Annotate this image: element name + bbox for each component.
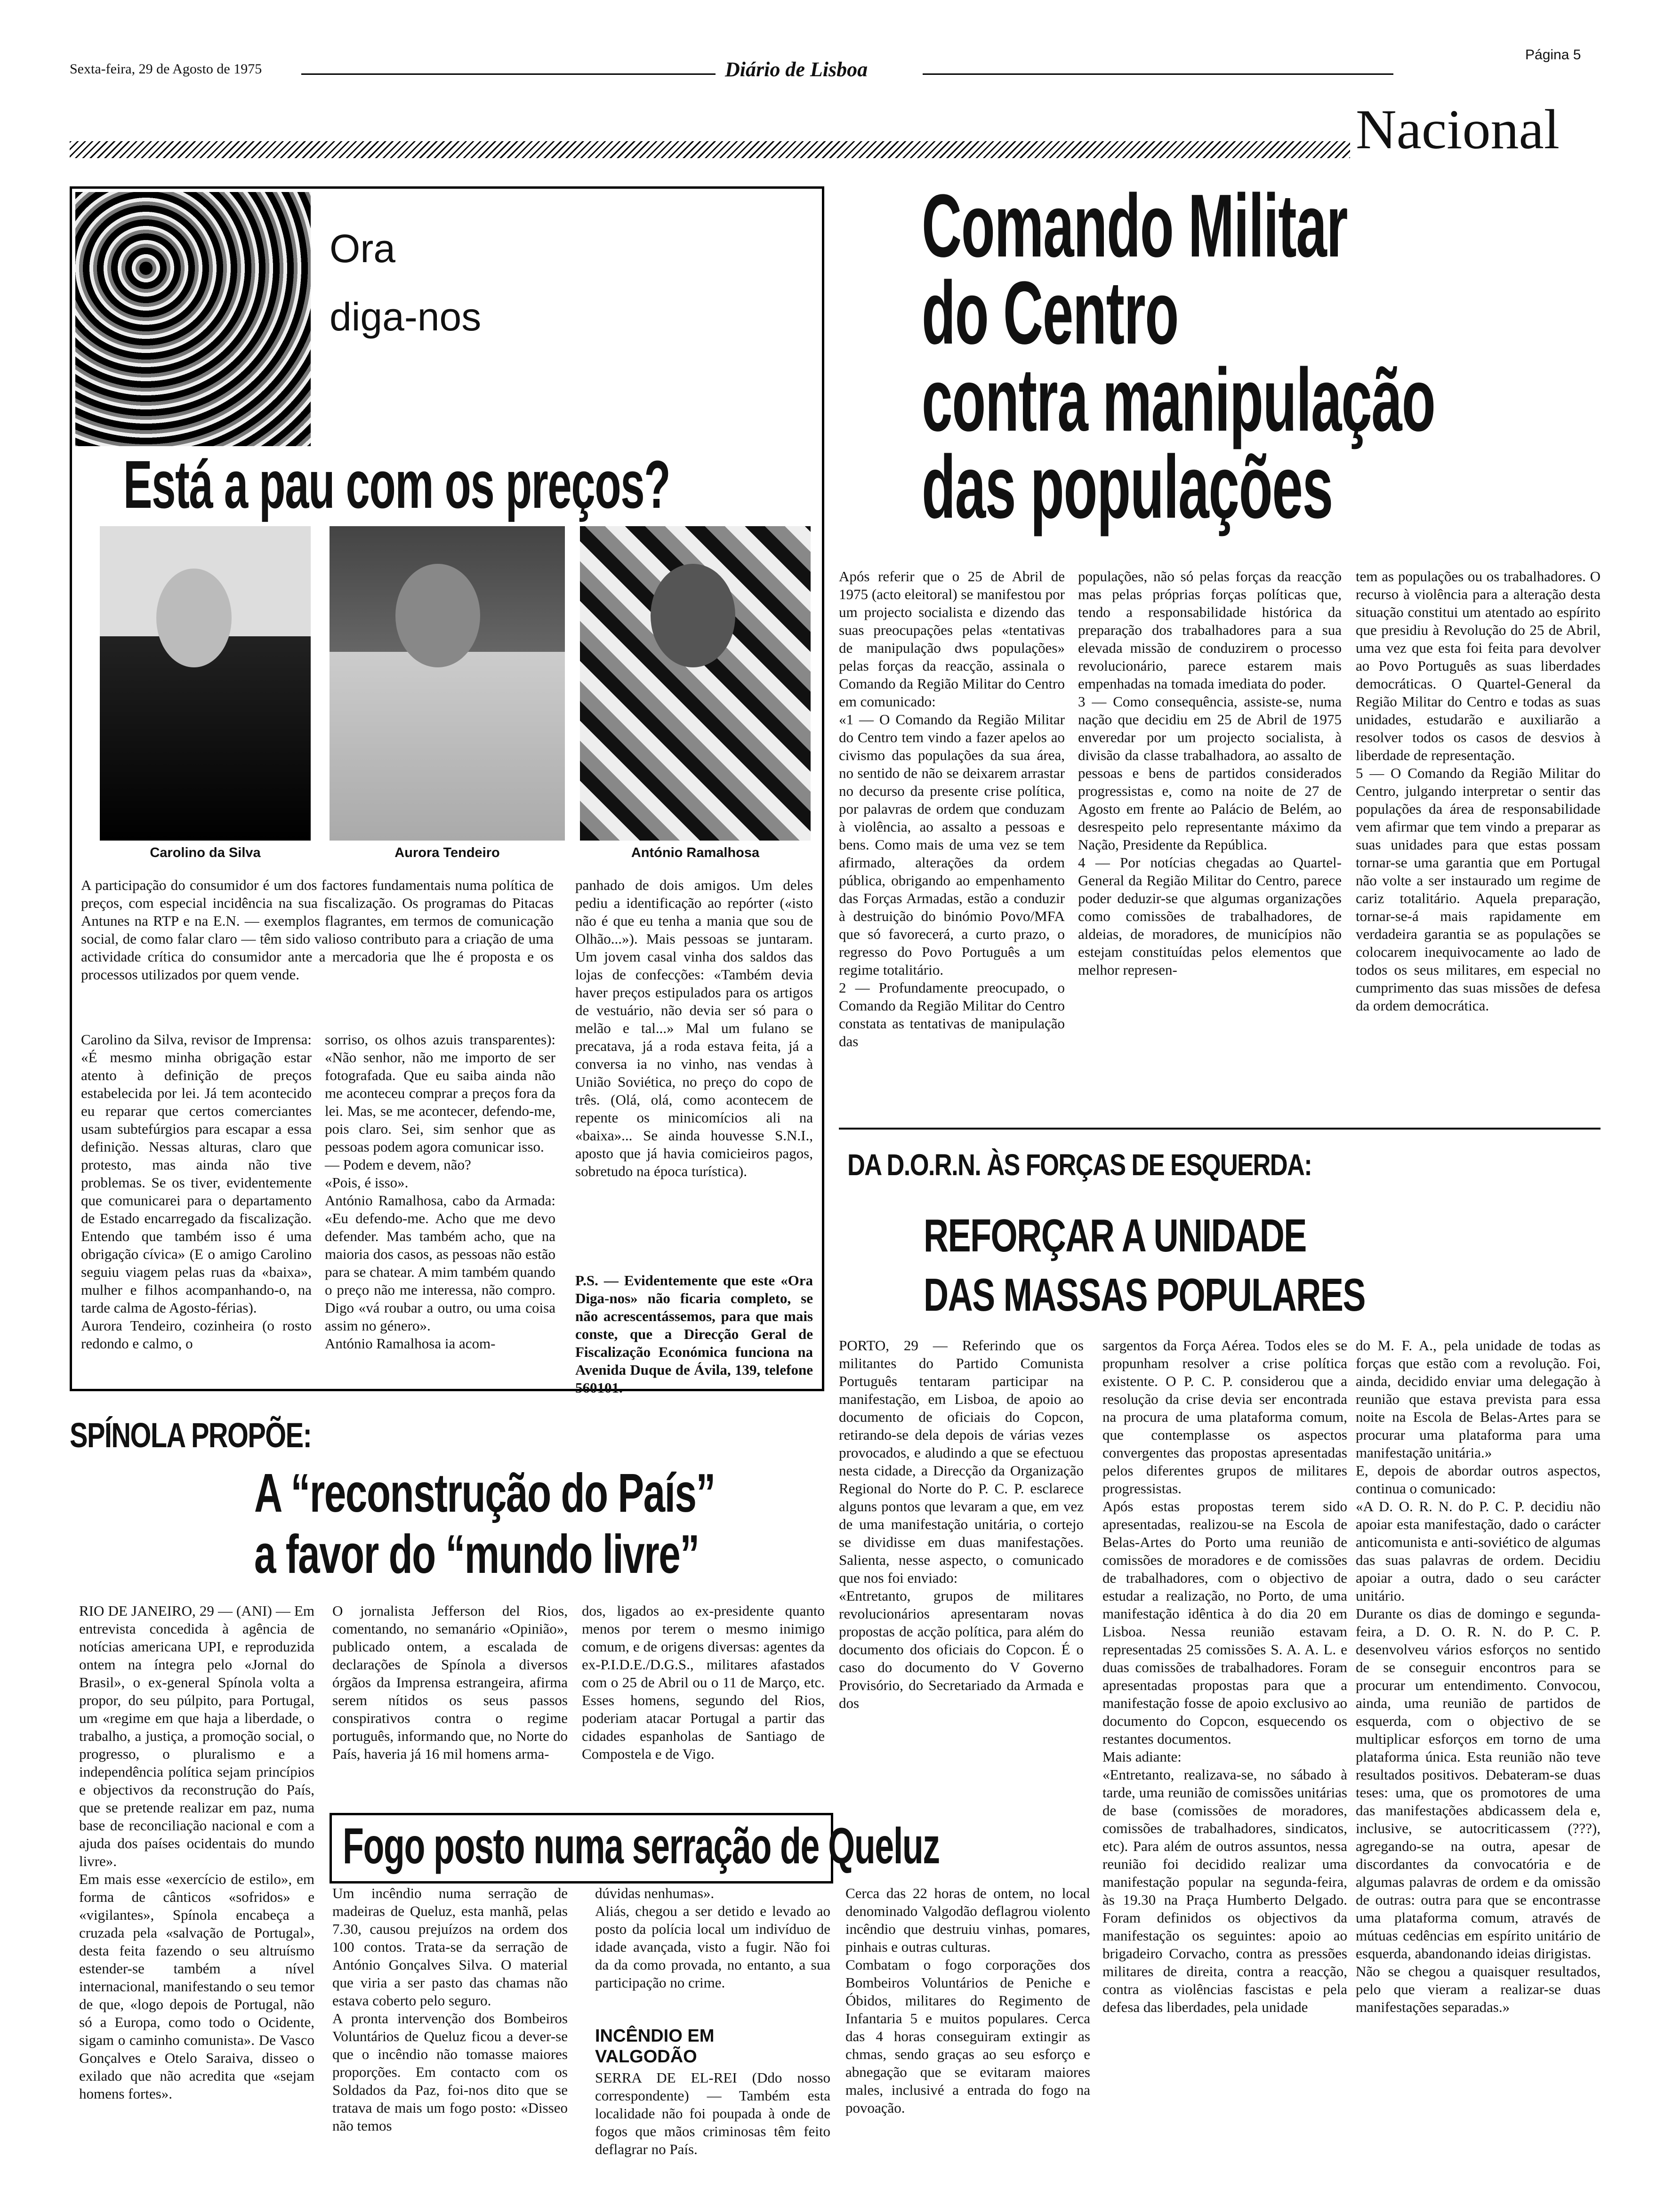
spinola-col2: O jornalista Jefferson del Rios, comentando, no semanário «Opinião», publicado ontem, a escalada de declarações de Spínola a diversos órgãos da Imprensa estrangeira, afirma serem nítidos os seus passos conspirativos contra o regime português, informando que, no Norte do País, haveria já 16 mil homens arma- (332, 1603, 568, 1762)
comando-headline-1: Comando Militar (922, 176, 1348, 276)
caption-antonio: António Ramalhosa (631, 845, 760, 860)
ora-ps: P.S. — Evidentemente que este «Ora Diga-nos» não ficaria completo, se não acrescentássemos, para que mais conste, que a Direcção Geral de Fiscalização Económica funciona na Avenida Duque de Ávila, 139, telefone 560101. (575, 1272, 813, 1396)
dorn-col2: sargentos da Força Aérea. Todos eles se propunham resolver a crise política existente. O P. C. P. considerou que a resolução da crise devia ser encontrada na procura de uma plataforma comum, que contemplasse os aspectos convergentes das propostas apresentadas pelos diferentes grupos de militares progressistas. Após estas propostas terem sido apresentadas, realizou-se na Escola de Belas-Artes do Porto uma reunião de comissões de moradores e de comissões de trabalhadores, com o objectivo de estudar a realização, no Porto, de uma manifestação idêntica à do dia 20 em Lisboa. Nessa reunião estavam representadas 25 comissões S. A. A. L. e duas comissões de trabalhadores. Foram apresentadas propostas para que a manifestação fosse de apoio exclusivo ao documento do Copcon, esquecendo os restantes documentos. Mais adiante: «Entretanto, realizava-se, no sábado à tarde, uma reunião de comissões unitárias de base (comissões de moradores, comissões de trabalhadores, sindicatos, etc). Para além de outros assuntos, nessa reunião foi decidido realizar uma manifestação popular na segunda-feira, às 19.30 na Praça Humberto Delgado. Foram definidos os objectivos da manifestação os seguintes: apoio ao brigadeiro Corvacho, contra as pressões militares de direita, contra a reacção, contra as violências fascistas e pela defesa das liberdades, pela unidade (1102, 1337, 1347, 2015)
header-rule-left (301, 73, 716, 75)
comando-col1: Após referir que o 25 de Abril de 1975 (acto eleitoral) se manifestou por um projecto socialista e dizendo das suas preocupações pelas «tentativas de manipulação dws populações» pelas forças da reacção, assinala o Comando da Região Militar do Centro em comunicado: «1 — O Comando da Região Militar do Centro tem vindo a fazer apelos ao civismo das populações da sua área, no sentido de não se deixarem arrastar no decurso da presente crise política, por palavras de ordem que conduzam à violência, ao assalto a pessoas e bens. Como mais de uma vez se tem afirmado, alterações da ordem pública, obrigando ao empenhamento das Forças Armadas, estão a conduzir à destruição do binómio Povo/MFA que só favorecerá, a curto prazo, o regresso do Povo Português a um regime totalitário. 2 — Profundamente preocupado, o Comando da Região Militar do Centro constata as tentativas de manipulação das (839, 568, 1065, 1050)
spinola-headline-2: a favor do “mundo livre” (254, 1523, 699, 1585)
spinola-col1: RIO DE JANEIRO, 29 — (ANI) — Em entrevista concedida à agência de notícias americana UPI, e reproduzida ontem na íntegra pelo «Jornal do Brasil», o ex-general Spínola volta a propor, do seu púlpito, para Portugal, um «regime em que haja a liberdade, o trabalho, a justiça, a promoção social, o progresso, o pluralismo e a independência política sejam princípios e objectivos da reconstrução do País, que se pretende realizar em paz, numa base de reconciliação nacional e com a ajuda dos países ocidentais do mundo livre». Em mais esse «exercício de estilo», em forma de cânticos «sofridos» e «vigilantes», Spínola encabeça a cruzada pela «salvação de Portugal», desta feita fazendo o seu altruísmo estender-se também a nível internacional, manifestando o seu temor de que, «logo depois de Portugal, não só a Europa, como todo o Ocidente, sigam o caminho comunista». De Vasco Gonçalves e Otelo Saraiva, disseo o exilado que não acredita que «sejam homens fortes». (79, 1603, 314, 2102)
spinola-kicker: SPÍNOLA PROPÕE: (70, 1416, 312, 1455)
ora-col1: Carolino da Silva, revisor de Imprensa: «É mesmo minha obrigação estar atento à definição de preços estabelecida por lei. Já tem acontecido eu reparar que certos comerciantes usam subtefúrgios para escapar a essa definição. Nessas alturas, claro que protesto, mas ainda não tive problemas. Se os tiver, evidentemente que comunicarei para o departamento de Estado encarregado da fiscalização. Entendo que também isso é uma obrigação cívica» (E o amigo Carolino seguiu viagem pelas ruas da «baixa», mulher e filhos acompanhando-o, na tarde calma de Agosto-férias). Aurora Tendeiro, cozinheira (o rosto redondo e calmo, o (81, 1031, 312, 1352)
ora-col3: panhado de dois amigos. Um deles pediu a identificação ao repórter («isto não é que eu tenha a mania que sou de Olhão...»). Mais pessoas se juntaram. Um jovem casal vinha dos saldos das lojas de confecções: «Também devia haver preços estipulados para os artigos de vestuário, não devia ser só para o melão e tal...» Mal um fulano se precatava, já a roda estava feita, já a conversa ia no vinho, nas vendas à União Soviética, no preço do copo de três. (Olá, olá, como acontecem de repente os minicomícios ali na «baixa»... Se ainda houvesse S.N.I., aposto que já havia comicieiros pagos, sobretudo na época turística). (575, 877, 813, 1179)
ora-kicker-line2: diga-nos (330, 295, 482, 339)
caption-aurora: Aurora Tendeiro (394, 845, 500, 860)
fogo-subhead: INCÊNDIO EM VALGODÃO (595, 2026, 715, 2067)
dorn-headline-1: REFORÇAR A UNIDADE (924, 1210, 1306, 1261)
photo-antonio (580, 526, 811, 841)
ora-kicker-line1: Ora (330, 226, 396, 271)
spinola-col3: dos, ligados ao ex-presidente quanto menos por terem o mesmo inimigo comum, e de origens diversas: agentes da ex-P.I.D.E./D.G.S., militares afastados com o 25 de Abril ou o 11 de Março, etc. Esses homens, segundo del Rios, poderiam atacar Portugal a partir das cidades espanholas de Santiago de Compostela e de Vigo. (582, 1603, 825, 1762)
dorn-headline-2: DAS MASSAS POPULARES (924, 1269, 1365, 1321)
photo-carolino (100, 526, 311, 841)
masthead: Diário de Lisboa (725, 58, 868, 81)
comando-rule (839, 1128, 1601, 1130)
page-number: Página 5 (1525, 47, 1581, 63)
comando-col3: tem as populações ou os trabalhadores. O recurso à violência para a alteração desta situação constitui um atentado ao espírito que presidiu à Revolução do 25 de Abril, uma vez que esta foi feita para devolver ao Povo Português as suas liberdades democráticas. O Quartel-General da Região Militar do Centro e todas as suas unidades, estudarão e auxiliarão a resolver todos os casos de desvios à liberdade de representação. 5 — O Comando da Região Militar do Centro, julgando interpretar o sentir das populações da área de responsabilidade vem afirmar que tem vindo a preparar as suas unidades para que estas possam tornar-se uma garantia que em Portugal não volte a ser instaurado um regime de cariz totalitário. Aquela preparação, tornar-se-á mais rapidamente em verdadeira garantia se as populações se colocarem inequivocamente ao lado de todos os seus militares, em especial no cumprimento das suas missões de defesa da ordem democrática. (1356, 568, 1601, 1014)
fogo-col2b: SERRA DE EL-REI (Ddo nosso correspondente) — Também esta localidade não foi poupada à onde de fogos que mãos criminosas têm feito deflagrar no País. (595, 2069, 830, 2157)
header-rule-right (923, 73, 1393, 75)
dorn-kicker: DA D.O.R.N. ÀS FORÇAS DE ESQUERDA: (847, 1148, 1312, 1182)
spinola-headline-1: A “reconstrução do País” (254, 1462, 715, 1523)
comando-headline-3: contra manipulação (922, 350, 1435, 450)
section-title: Nacional (1356, 98, 1560, 160)
ora-headline: Está a pau com os preços? (123, 447, 670, 522)
fogo-headline: Fogo posto numa serração de Queluz (343, 1817, 940, 1874)
comando-headline-2: do Centro (922, 263, 1179, 363)
comando-col2: populações, não só pelas forças da reacção mas pelas próprias forças políticas que, tendo a responsabilidade histórica da preparação dos trabalhadores para a sua elevada missão de conduzirem o processo revolucionário, parece estarem mais empenhadas na tomada imediata do poder. 3 — Como consequência, assiste-se, numa nação que decidiu em 25 de Abril de 1975 enveredar por um projecto socialista, à divisão da classe trabalhadora, ao assalto de pessoas e bens de partidos considerados progressistas e, como na noite de 27 de Agosto em frente ao Palácio de Belém, ao desrespeito pelo representante máximo da Nação, Presidente da República. 4 — Por notícias chegadas ao Quartel-General da Região Militar do Centro, parece poder deduzir-se que algumas organizações como comissões de trabalhadores, de aldeias, de moradores, de municípios não estejam constituídas pelos elementos que melhor represen- (1078, 568, 1342, 978)
crowd-photo (75, 192, 311, 446)
ora-intro: A participação do consumidor é um dos factores fundamentais numa política de preços, com especial incidência na sua fiscalização. Os programas do Pitacas Antunes na RTP e na E.N. — exemplos flagrantes, em termos de comunicação social, de como falar claro — têm sido valioso contributo para a criação de uma actividade crítica do consumidor ante a mercadoria que lhe é proposta e os processos utilizados por quem vende. (81, 877, 554, 983)
fogo-col3: Cerca das 22 horas de ontem, no local denominado Valgodão deflagrou violento incêndio que destruiu vinhas, pomares, pinhais e outras culturas. Combatam o fogo corporações dos Bombeiros Voluntários de Peniche e Óbidos, militares do Regimento de Infantaria 5 e muitos populares. Cerca das 4 horas conseguiram extingir as chmas, sendo graças ao seu esforço e abnegação que se evitaram maiores males, inclusivé a entrada do fogo na povoação. (845, 1885, 1090, 2116)
dorn-col3: do M. F. A., pela unidade de todas as forças que estão com a revolução. Foi, ainda, decidido enviar uma delegação à reunião que estava prevista para essa noite na Escola de Belas-Artes para se procurar uma plataforma para uma manifestação unitária.» E, depois de abordar outros aspectos, continua o comunicado: «A D. O. R. N. do P. C. P. decidiu não apoiar esta manifestação, dado o carácter anticomunista e anti-soviético de algumas das suas palavras de ordem. Decidiu apoiar a outra, dado o seu carácter unitário. Durante os dias de domingo e segunda-feira, a D. O. R. N. do P. C. P. desenvolveu vários esforços no sentido de se conseguir encontros para se procurar um entendimento. Convocou, ainda, uma reunião de partidos de esquerda, com o objectivo de se multiplicar esforços em torno de uma plataforma única. Esta reunião não teve resultados positivos. Debateram-se duas teses: uma, que os promotores de uma das manifestações abdicassem dela e, inclusive, se autocriticassem (???), agregando-se na outra, apesar de discordantes da convocatória e de algumas palavras de ordem e da omissão de outras: outra para que se encontrasse uma plataforma comum, através de mútuas cedências em espírito unitário de esquerda, abandonando ideias dirigistas. Não se chegou a quaisquer resultados, pelo que vieram a realizar-se duas manifestações separadas.» (1356, 1337, 1601, 2015)
caption-carolino: Carolino da Silva (150, 845, 261, 860)
photo-aurora (330, 526, 565, 841)
fogo-col2a: dúvidas nenhumas». Aliás, chegou a ser detido e levado ao posto da polícia local um indivíduo de idade avançada, visto a fugir. Não foi da da como provada, no entanto, a sua participação no crime. (595, 1885, 830, 1991)
dorn-col1: PORTO, 29 — Referindo que os militantes do Partido Comunista Português tentaram participar na manifestação, em Lisboa, de apoio ao documento de oficiais do Copcon, retirando-se dela depois de várias vezes provocados, e aludindo a que se efectuou nesta cidade, a Direcção da Organização Regional do Norte do P. C. P. esclarece alguns pontos que levaram a que, em vez de uma manifestação unitária, o cortejo se dividisse em duas manifestações. Salienta, nesse aspecto, o comunicado que nos foi enviado: «Entretanto, grupos de militares revolucionários apresentaram novas propostas de acção política, para além do documento dos oficiais do Copcon. É o caso do documento do V Governo Provisório, do Secretariado da Armada e dos (839, 1337, 1084, 1711)
fogo-col1: Um incêndio numa serração de madeiras de Queluz, esta manhã, pelas 7.30, causou prejuízos na ordem dos 100 contos. Trata-se da serração de António Gonçalves Silva. O material que viria a ser pasto das chamas não estava coberto pelo seguro. A pronta intervenção dos Bombeiros Voluntários de Queluz ficou a dever-se que o incêndio não tomasse maiores proporções. Em contacto com os Soldados da Paz, foi-nos dito que se tratava de mais um fogo posto: «Disseo não temos (332, 1885, 568, 2134)
hatched-band (70, 141, 1350, 158)
ora-col2: sorriso, os olhos azuis transparentes): «Não senhor, não me importo de ser fotografada. Que eu saiba ainda não me aconteceu comprar a preços fora da lei. Mas, se me acontecer, defendo-me, pois claro. Sei, sim senhor que as pessoas podem agora comunicar isso. — Podem e devem, não? «Pois, é isso». António Ramalhosa, cabo da Armada: «Eu defendo-me. Acho que me devo defender. Mas também acho, que na maioria dos casos, as pessoas não estão para se chatear. A mim também quando o preço não me interessa, não compro. Digo «vá roubar a outro, ou uma coisa assim no género». António Ramalhosa ia acom- (325, 1031, 555, 1352)
date-line: Sexta-feira, 29 de Agosto de 1975 (70, 61, 262, 77)
comando-headline-4: das populações (922, 437, 1333, 537)
